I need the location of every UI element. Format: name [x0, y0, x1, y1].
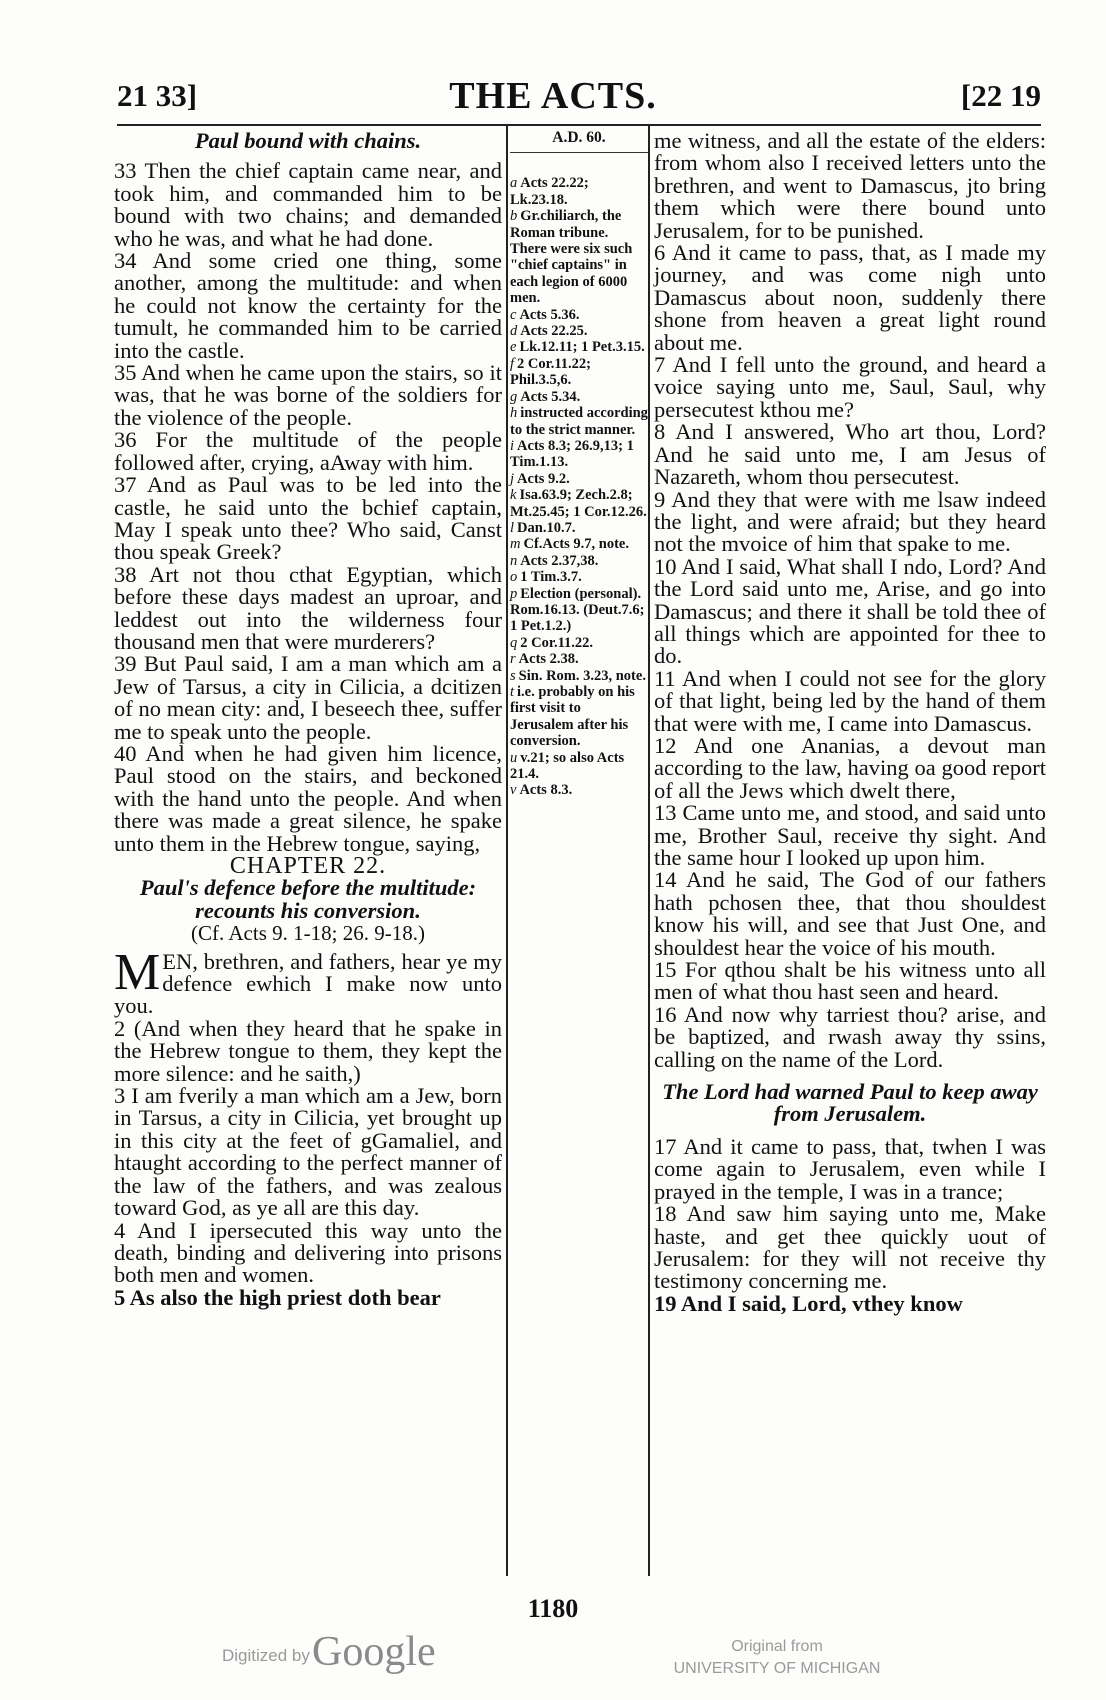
note-letter: h [510, 405, 518, 422]
note-text: Acts 8.3; 26.9,13; 1 Tim.1.13. [510, 437, 634, 471]
note-text: Acts 8.3. [519, 782, 573, 799]
first-verse [114, 943, 502, 1019]
verse-paragraph: 18 And saw him saying unto me, Make haste, and get thee quickly uout of Jerusalem: for they will not receive thy testimony concerning me. [654, 1201, 1046, 1294]
digitized-by-label: Digitized by [222, 1646, 310, 1665]
reference-column [510, 130, 648, 799]
original-from-label: Original from [731, 1638, 823, 1655]
verse-paragraph: 9 And they that were with me lsaw indeed the light, and were afraid; but they heard not the mvoice of him that spake to me. [654, 486, 1046, 557]
header-verse-start: 21 33] [117, 78, 198, 113]
drop-cap: M [114, 943, 161, 1001]
note-letter: r [510, 651, 516, 668]
note-text: Acts 9.2. [517, 470, 570, 487]
chapter-cross-reference: (Cf. Acts 9. 1-18; 26. 9-18.) [191, 921, 425, 946]
note-text: Acts 22.22; Lk.23.18. [510, 175, 589, 208]
page-title: THE ACTS. [449, 75, 657, 117]
reference-note [510, 569, 648, 585]
note-text: Acts 22.25. [520, 323, 588, 340]
header-verse-end: [22 19 [960, 78, 1041, 113]
note-text: Acts 2.38. [518, 651, 579, 668]
note-letter: p [510, 585, 518, 602]
running-header [0, 72, 1106, 116]
university-label: UNIVERSITY OF MICHIGAN [673, 1660, 881, 1677]
reference-note [510, 586, 648, 635]
note-letter: k [510, 487, 517, 504]
note-text: v.21; so also Acts 21.4. [510, 749, 625, 783]
verse-paragraph: 36 For the multitude of the people followed after, crying, aAway with him. [114, 427, 502, 475]
reference-note [510, 175, 648, 208]
reference-note [510, 438, 648, 471]
note-letter: o [510, 569, 518, 586]
source-attribution [652, 1636, 902, 1680]
verse-paragraph: 2 (And when they heard that he spake in the Hebrew tongue to them, they kept the more silence: and he saith,) [114, 1015, 502, 1086]
column-divider-left [506, 126, 508, 1576]
note-letter: l [510, 519, 515, 536]
note-letter: e [510, 339, 517, 356]
note-text: Isa.63.9; Zech.2.8; Mt.25.45; 1 Cor.12.26. [510, 487, 647, 520]
reference-note [510, 553, 648, 569]
verse-paragraph: 37 And as Paul was to be led into the castle, he said unto the bchief captain, May I speak unto thee? Who said, Canst thou speak Greek? [114, 472, 502, 565]
note-letter: v [510, 782, 517, 799]
note-text: Sin. Rom. 3.23, note. [518, 667, 646, 684]
reference-note [510, 339, 648, 355]
chapter-heading: CHAPTER 22. [229, 853, 387, 879]
verse-paragraph: 17 And it came to pass, that, twhen I was come again to Jerusalem, even while I prayed in the temple, I was in a trance; [654, 1133, 1046, 1204]
note-letter: i [510, 437, 515, 454]
date-heading: A.D. 60. [552, 129, 606, 146]
note-letter: g [510, 388, 518, 405]
note-text: instructed according to the strict manner. [510, 405, 648, 438]
note-text: Cf.Acts 9.7, note. [523, 536, 629, 553]
reference-note [510, 782, 648, 798]
page-number: 1180 [527, 1594, 579, 1623]
reference-note [510, 471, 648, 487]
verse-paragraph: 13 Came unto me, and stood, and said unto me, Brother Saul, receive thy sight. And the same hour I looked up upon him. [654, 800, 1046, 870]
reference-note [510, 356, 648, 389]
reference-note [510, 405, 648, 438]
reference-note [510, 487, 648, 520]
date-rule [510, 152, 648, 153]
note-text: Gr.chiliarch, the Roman tribune. There were six such "chief captains" in each legion of 6000 men. [510, 208, 633, 307]
chapter-summary: Paul's defence before the multitude: recounts his conversion. [139, 875, 477, 923]
note-text: Lk.12.11; 1 Pet.3.15. [519, 339, 645, 356]
verse-paragraph: 11 And when I could not see for the glory of that light, being led by the hand of them that were with me, I came into Damascus. [654, 665, 1046, 736]
note-text: 1 Tim.3.7. [520, 569, 582, 586]
verse-paragraph: 4 And I ipersecuted this way unto the death, binding and delivering into prisons both men and women. [114, 1217, 502, 1288]
note-letter: u [510, 749, 518, 766]
reference-note [510, 750, 648, 783]
reference-note [510, 323, 648, 339]
section-heading: The Lord had warned Paul to keep away from Jerusalem. [662, 1079, 1038, 1127]
note-letter: q [510, 634, 518, 651]
verse-paragraph: 39 But Paul said, I am a man which am a Jew of Tarsus, a city in Cilicia, a dcitizen of no mean city: and, I beseech thee, suffer me to speak unto the people. [114, 651, 502, 744]
reference-note [510, 520, 648, 536]
verse-paragraph: 7 And I fell unto the ground, and heard a voice saying unto me, Saul, Saul, why persecutest kthou me? [654, 352, 1046, 422]
note-text: 2 Cor.11.22. [520, 634, 594, 651]
verse-paragraph: 5 As also the high priest doth bear [114, 1284, 441, 1310]
verse-paragraph: 40 And when he had given him licence, Paul stood on the stairs, and beckoned with the hand unto the people. And when there was made a great silence, he spake unto them in the Hebrew tongue, saying, [114, 740, 502, 856]
note-letter: b [510, 208, 518, 225]
note-letter: n [510, 552, 518, 569]
note-text: Acts 2.37,38. [520, 552, 599, 569]
reference-note [510, 208, 648, 306]
note-letter: s [510, 667, 516, 684]
verse-paragraph: 12 And one Ananias, a devout man according to the law, having oa good report of all the Jews which dwelt there, [654, 732, 1046, 803]
note-letter: c [510, 306, 517, 323]
section-heading: Paul bound with chains. [194, 128, 422, 153]
reference-notes [510, 175, 648, 798]
verse-paragraph: 35 And when he came upon the stairs, so it was, that he was borne of the soldiers for the violence of the people. [114, 360, 502, 430]
verse-paragraph: 33 Then the chief captain came near, and took him, and commanded him to be bound with two chains; and demanded who he was, and what he had done. [114, 158, 502, 251]
verse-paragraph: 10 And I said, What shall I ndo, Lord? And the Lord said unto me, Arise, and go into Damascus; and there it shall be told thee of all things which are appointed for thee to do. [654, 553, 1046, 669]
note-letter: d [510, 323, 518, 340]
note-letter: m [510, 536, 521, 553]
note-text: Election (personal). Rom.16.13. (Deut.7.6; 1 Pet.1.2.) [510, 585, 645, 635]
reference-note [510, 651, 648, 667]
note-text: Acts 5.34. [520, 388, 581, 405]
first-verse-text: EN, brethren, and fathers, hear ye my defence ewhich I make now unto you. [114, 948, 502, 1019]
reference-note [510, 389, 648, 405]
column-divider-right [648, 126, 650, 1576]
verse-paragraph: 6 And it came to pass, that, as I made my journey, and was come nigh unto Damascus about noon, suddenly there shone from heaven a great light round about me. [654, 240, 1046, 355]
reference-note [510, 536, 648, 552]
verse-paragraph: 3 I am fverily a man which am a Jew, born in Tarsus, a city in Cilicia, yet brought up in this city at the feet of gGamaliel, and htaught according to the perfect manner of the law of the fathers, and was zealous toward God, as ye all are this day. [114, 1083, 502, 1221]
verse-paragraph: 34 And some cried one thing, some another, among the multitude: and when he could not know the certainty for the tumult, he commanded him to be carried into the castle. [114, 248, 502, 363]
reference-note [510, 635, 648, 651]
header-rule [117, 124, 1041, 126]
reference-note [510, 668, 648, 684]
verse-paragraph: 16 And now why tarriest thou? arise, and be baptized, and rwash away thy ssins, calling on the name of the Lord. [654, 1001, 1046, 1072]
note-text: Dan.10.7. [517, 519, 576, 536]
note-text: Acts 5.36. [519, 306, 580, 323]
reference-note [510, 307, 648, 323]
note-letter: j [510, 470, 515, 487]
reference-note [510, 684, 648, 750]
note-letter: a [510, 175, 518, 192]
verse-paragraph: 8 And I answered, Who art thou, Lord? And he said unto me, I am Jesus of Nazareth, whom thou persecutest. [654, 419, 1046, 490]
verse-paragraph: 19 And I said, Lord, vthey know [654, 1290, 963, 1316]
verse-paragraph: 38 Art not thou cthat Egyptian, which before these days madest an uproar, and leddest out into the wilderness four thousand men that were murderers? [114, 561, 502, 654]
verse-paragraph: me witness, and all the estate of the elders: from whom also I received letters unto the brethren, and went to Damascus, jto bring them which were there bound unto Jerusalem, for to be punished. [654, 128, 1046, 243]
note-letter: f [510, 355, 515, 372]
google-logo: Google [312, 1629, 436, 1675]
left-text-column [114, 130, 502, 1309]
verse-paragraph: 14 And he said, The God of our fathers hath pchosen thee, that thou shouldest know his will, and see that Just One, and shouldest hear the voice of his mouth. [654, 867, 1046, 960]
verse-paragraph: 15 For qthou shalt be his witness unto all men of what thou hast seen and heard. [654, 957, 1046, 1005]
note-text: 2 Cor.11.22; Phil.3.5,6. [510, 355, 592, 389]
right-text-column [654, 130, 1046, 1315]
note-letter: t [510, 684, 515, 700]
note-text: i.e. probably on his first visit to Jerusalem after his conversion. [510, 684, 635, 750]
